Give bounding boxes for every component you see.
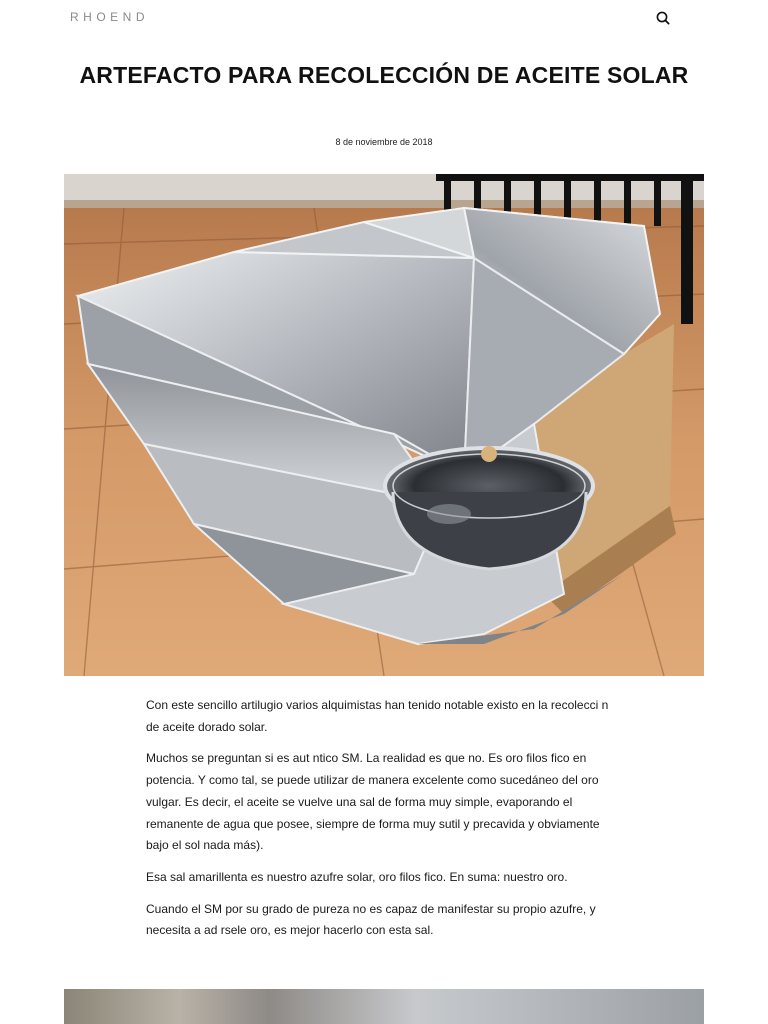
- page-title: ARTEFACTO PARA RECOLECCIÓN DE ACEITE SOLAR: [79, 62, 689, 88]
- post-date: 8 de noviembre de 2018: [335, 137, 433, 147]
- article-body: [146, 695, 622, 952]
- top-bar: [0, 0, 768, 36]
- search-button[interactable]: [654, 9, 672, 27]
- article-paragraph: Esa sal amarillenta es nuestro azufre solar, oro filos fico. En suma: nuestro oro.: [146, 869, 568, 884]
- featured-image: [64, 174, 704, 676]
- second-image: [64, 989, 704, 1024]
- brand-logo[interactable]: RHOEND: [70, 10, 150, 24]
- search-icon: [654, 9, 672, 27]
- article-paragraph: Muchos se preguntan si es aut ntico SM. La realidad es que no. Es oro filos fico en potencia. Y como tal, se puede utilizar de manera excelente como sucedáneo del oro vulgar. Es decir, el aceite se vuelve una sal de forma muy simple, evaporando el remanente de agua que posee, siempre de forma muy sutil y precavida y obviamente bajo el sol nada más).: [146, 751, 600, 853]
- article-paragraph: Cuando el SM por su grado de pureza no es capaz de manifestar su propio azufre, y necesita a ad rsele oro, es mejor hacerlo con esta sal.: [146, 901, 596, 938]
- article-paragraph: Con este sencillo artilugio varios alquimistas han tenido notable existo en la recolecci n de aceite dorado solar.: [146, 698, 609, 734]
